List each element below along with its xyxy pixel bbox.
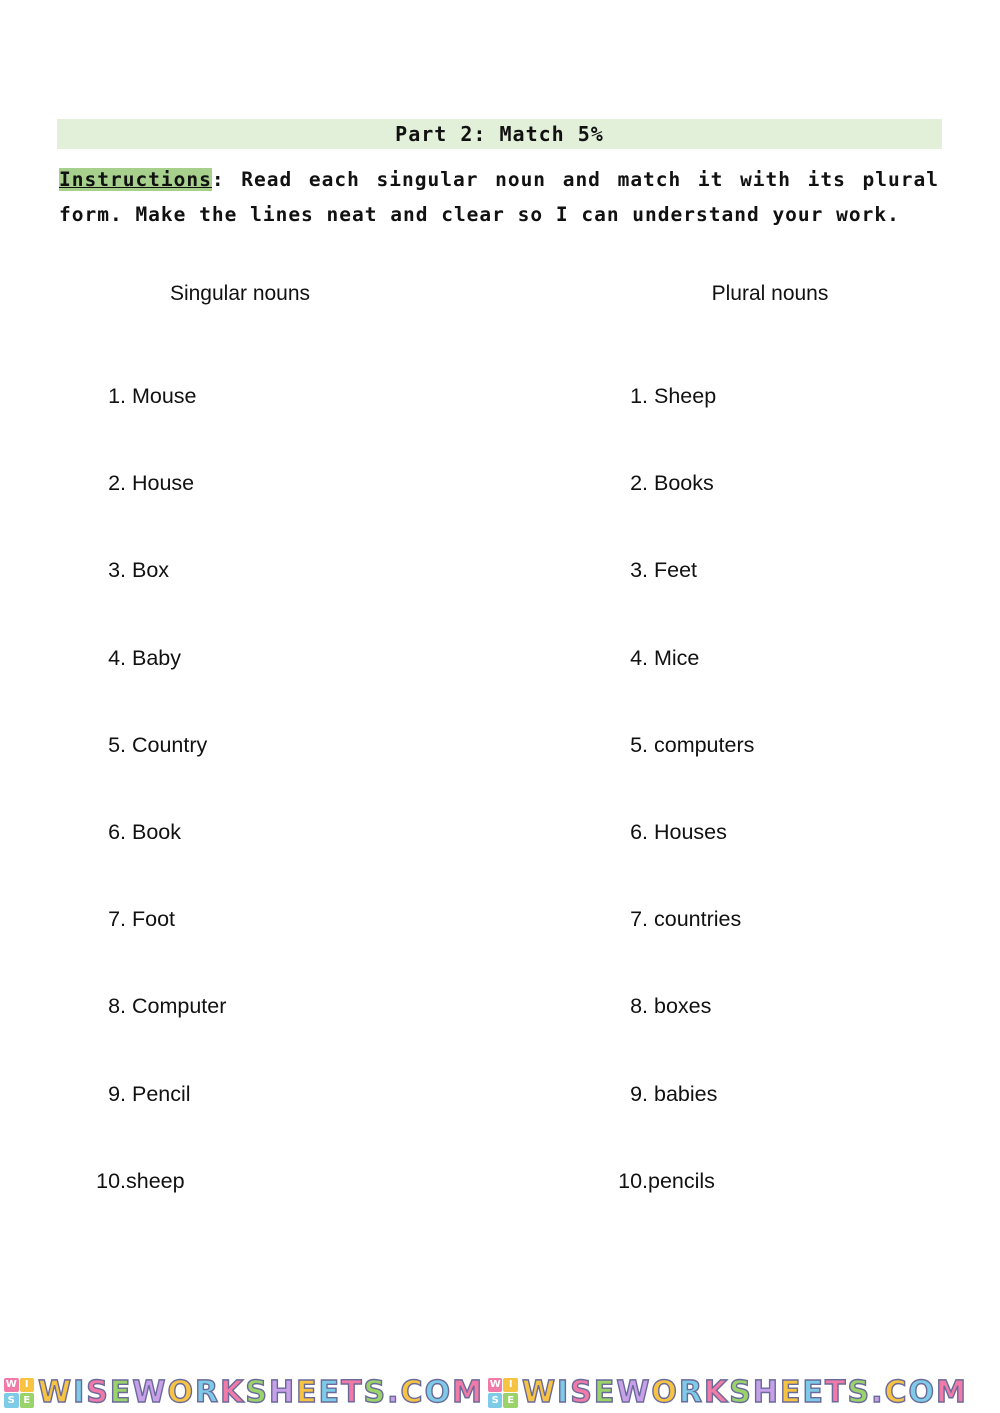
singular-item	[90, 725, 226, 812]
item-word: Country	[131, 732, 208, 757]
item-word: Baby	[131, 645, 181, 670]
item-number: 10.	[96, 1168, 126, 1193]
plural-item	[612, 1161, 754, 1248]
logo-badge-letter: E	[503, 1393, 518, 1408]
singular-item	[90, 1161, 226, 1248]
instructions-label: Instructions	[59, 168, 212, 191]
plural-item	[612, 550, 754, 637]
plural-list	[612, 376, 754, 1248]
item-word: Box	[131, 558, 170, 583]
item-number: 4.	[108, 645, 126, 670]
item-number: 8.	[108, 994, 126, 1019]
page-title: Part 2: Match 5%	[57, 119, 942, 149]
item-word: boxes	[653, 994, 712, 1019]
plural-item	[612, 725, 754, 812]
plural-item	[612, 1074, 754, 1161]
item-number: 6.	[630, 819, 648, 844]
plural-item	[612, 463, 754, 550]
singular-item	[90, 986, 226, 1073]
plural-item	[612, 986, 754, 1073]
singular-item	[90, 463, 226, 550]
item-word: babies	[653, 1081, 718, 1106]
item-number: 1.	[630, 384, 648, 408]
item-word: Pencil	[131, 1081, 191, 1106]
singular-item	[90, 376, 226, 463]
item-word: Book	[131, 819, 181, 844]
item-number: 5.	[108, 732, 126, 757]
item-number: 2.	[108, 471, 126, 496]
plural-item	[612, 899, 754, 986]
item-word: countries	[653, 907, 742, 932]
singular-header: Singular nouns	[169, 282, 311, 305]
logo-badge-letter: S	[4, 1393, 19, 1408]
footer-logo	[484, 1373, 968, 1413]
logo-badge-letter: I	[20, 1378, 35, 1393]
item-number: 3.	[630, 558, 648, 583]
singular-item	[90, 899, 226, 986]
item-word: sheep	[126, 1168, 185, 1193]
logo-badge-letter: W	[489, 1379, 501, 1391]
item-number: 7.	[108, 907, 126, 932]
item-number: 4.	[630, 645, 648, 670]
footer-watermark	[0, 1372, 1000, 1413]
logo-badge-letter: E	[20, 1393, 35, 1408]
singular-list	[90, 376, 226, 1248]
logo-badge-icon	[4, 1378, 34, 1408]
item-number: 5.	[630, 732, 648, 757]
plural-item	[612, 638, 754, 725]
item-number: 2.	[630, 471, 648, 496]
item-number: 10.	[618, 1168, 648, 1193]
item-word: Books	[653, 471, 714, 496]
singular-item	[90, 1074, 226, 1161]
item-word: Feet	[653, 558, 698, 583]
item-number: 3.	[108, 558, 126, 583]
item-number: 1.	[108, 384, 126, 408]
item-word: Houses	[653, 819, 727, 844]
instructions-text: : Read each singular noun and match it with its plural form. Make the lines neat and clear so I can understand your work.	[59, 168, 939, 226]
item-number: 6.	[108, 819, 126, 844]
logo-text: WISEWORKSHEETS.COM	[521, 1374, 968, 1410]
item-number: 9.	[630, 1081, 648, 1106]
singular-item	[90, 550, 226, 637]
plural-header: Plural nouns	[711, 282, 829, 305]
logo-badge-letter: I	[503, 1378, 518, 1393]
item-word: computers	[653, 732, 755, 757]
item-number: 8.	[630, 994, 648, 1019]
item-number: 9.	[108, 1081, 126, 1106]
item-word: Computer	[131, 994, 227, 1019]
item-word: Mice	[653, 645, 700, 670]
singular-item	[90, 638, 226, 725]
logo-badge-letter: W	[5, 1379, 17, 1391]
singular-item	[90, 812, 226, 899]
item-word: Foot	[131, 907, 176, 932]
item-word: Mouse	[131, 384, 197, 408]
item-number: 7.	[630, 907, 648, 932]
item-word: House	[131, 471, 195, 496]
plural-item	[612, 812, 754, 899]
item-word: pencils	[648, 1168, 715, 1193]
plural-item	[612, 376, 754, 463]
item-word: Sheep	[653, 384, 717, 408]
instructions	[59, 162, 939, 232]
logo-badge-letter: S	[488, 1393, 503, 1408]
footer-logo	[0, 1373, 484, 1413]
logo-text: WISEWORKSHEETS.COM	[38, 1374, 484, 1410]
logo-badge-icon	[488, 1378, 518, 1408]
